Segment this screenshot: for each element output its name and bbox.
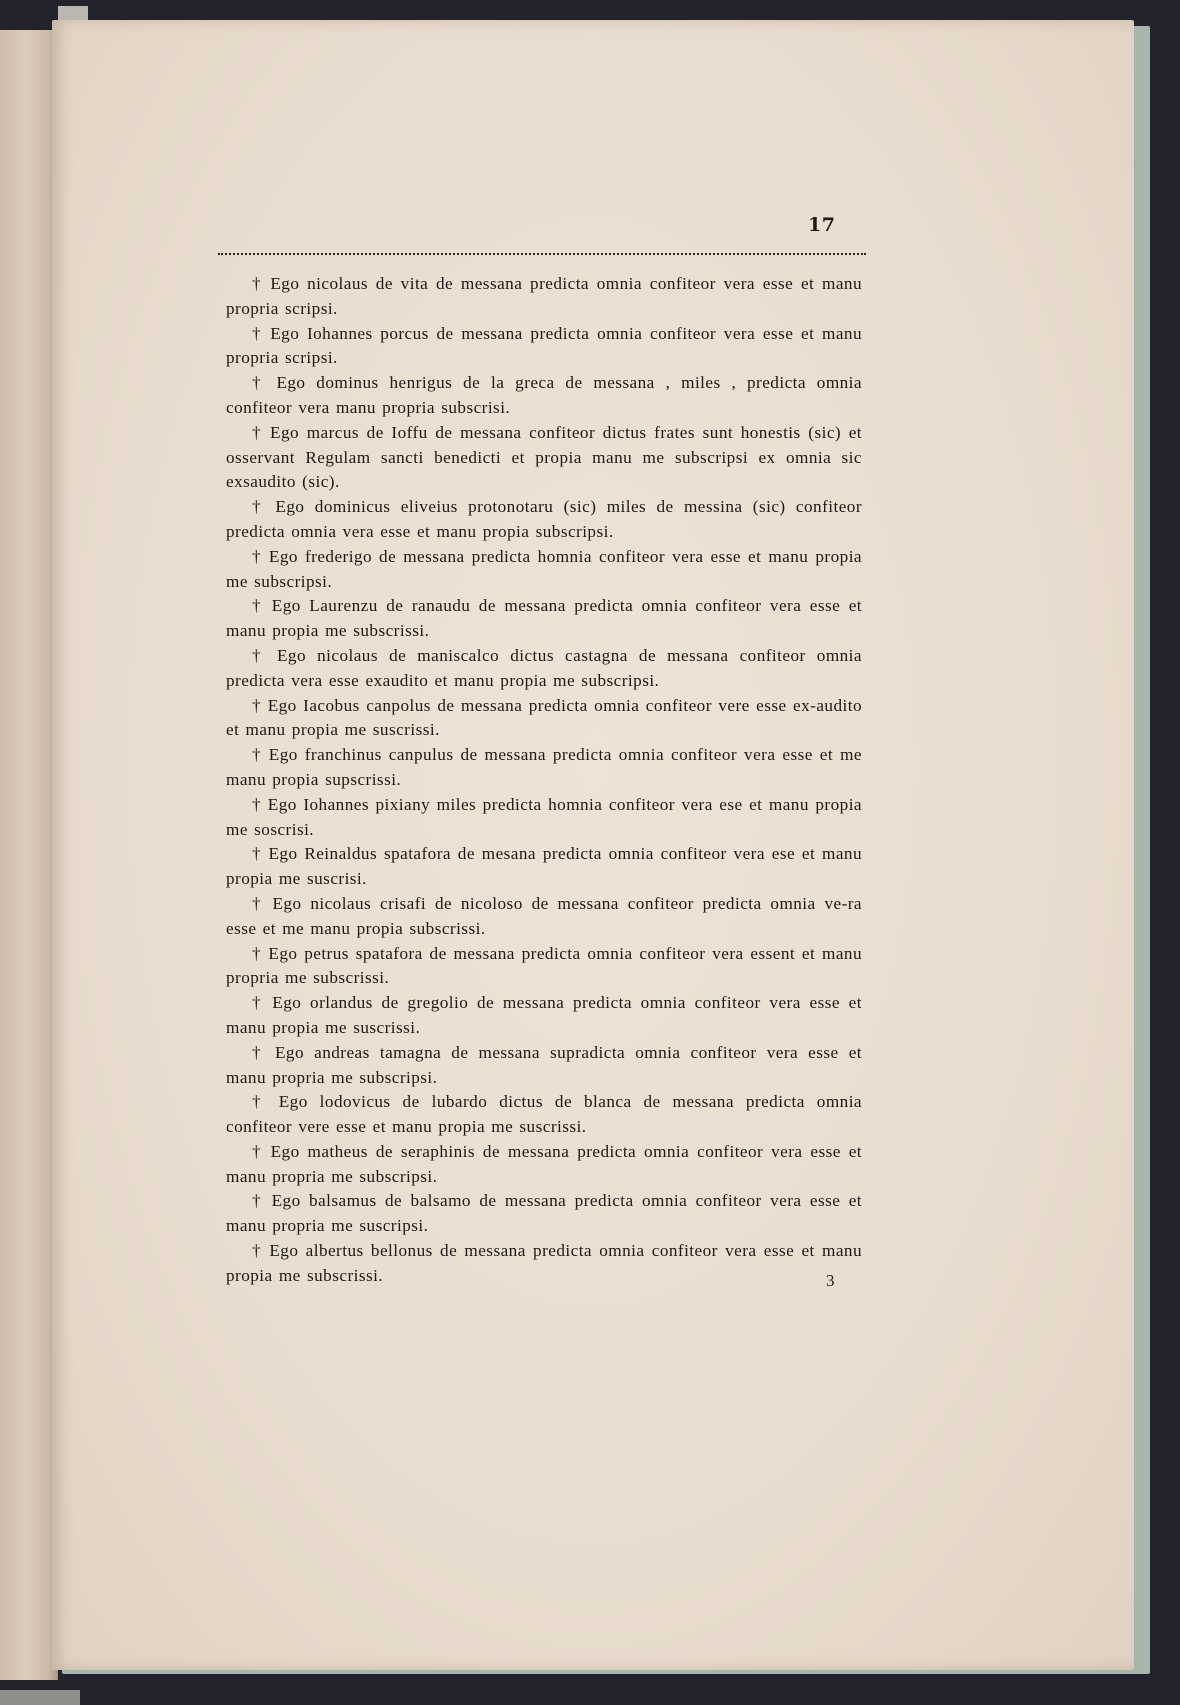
entry: † Ego frederigo de messana predicta homnia confiteor vera esse et manu propia me subscripsi. [226,546,862,591]
entry: † Ego petrus spatafora de messana predicta omnia confiteor vera essent et manu propria me subscrissi. [226,943,862,988]
facing-page-edge [0,30,58,1680]
entry: † Ego nicolaus de vita de messana predicta omnia confiteor vera esse et manu propria scripsi. [226,274,862,318]
entry: † Ego franchinus canpulus de messana predicta omnia confiteor vera esse et me manu propia supscrissi. [226,745,862,789]
header-rule [218,253,866,255]
entry: † Ego marcus de Ioffu de messana confiteor dictus frates sunt honestis (sic) et osservant Regulam sancti benedicti et propia manu me subscripsi ex omnia sic exsaudito (sic). [226,422,862,492]
entry: † Ego albertus bellonus de messana predicta omnia confiteor vera esse et manu propia me subscrissi. [226,1241,862,1285]
signatures-list [226,272,862,1289]
binding-edge [0,1690,80,1705]
entry: † Ego Reinaldus spatafora de mesana predicta omnia confiteor vera ese et manu propia me suscrisi. [226,844,862,889]
entry: † Ego matheus de seraphinis de messana predicta omnia confiteor vera esse et manu propria me subscripsi. [226,1141,862,1186]
entry: † Ego Iohannes porcus de messana predicta omnia confiteor vera esse et manu propria scripsi. [226,323,862,368]
entry: † Ego nicolaus crisafi de nicoloso de messana confiteor predicta omnia ve-ra esse et me manu propia subscrissi. [226,893,862,938]
entry: † Ego andreas tamagna de messana supradicta omnia confiteor vera esse et manu propria me subscripsi. [226,1042,862,1087]
page-number: 17 [808,214,836,236]
entry: † Ego nicolaus de maniscalco dictus castagna de messana confiteor omnia predicta vera esse exaudito et manu propia me subscripsi. [226,645,862,690]
signature-mark: 3 [826,1271,835,1290]
entry: † Ego balsamus de balsamo de messana predicta omnia confiteor vera esse et manu propria me suscripsi. [226,1191,862,1236]
entry: † Ego Iohannes pixiany miles predicta homnia confiteor vera ese et manu propia me soscrisi. [226,794,862,839]
entry: † Ego dominicus eliveius protonotaru (sic) miles de messina (sic) confiteor predicta omnia vera esse et manu propia subscripsi. [226,497,862,541]
entry: † Ego orlandus de gregolio de messana predicta omnia confiteor vera esse et manu propia me suscrissi. [226,993,862,1037]
entry: † Ego Laurenzu de ranaudu de messana predicta omnia confiteor vera esse et manu propia me subscrissi. [226,596,862,641]
entry: † Ego dominus henrigus de la greca de messana , miles , predicta omnia confiteor vera manu propria subscrisi. [226,373,862,417]
entry: † Ego lodovicus de lubardo dictus de blanca de messana predicta omnia confiteor vere esse et manu propia me suscrissi. [226,1092,862,1137]
entry: † Ego Iacobus canpolus de messana predicta omnia confiteor vere esse ex-audito et manu propia me suscrissi. [226,695,862,740]
